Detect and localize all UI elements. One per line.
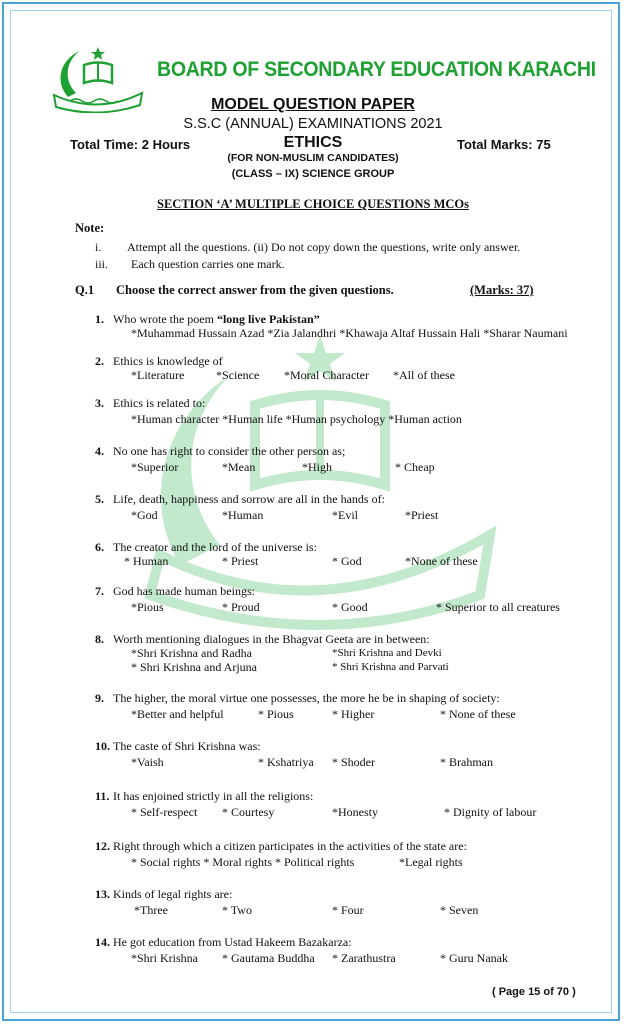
mcq-question: Life, death, happiness and sorrow are all in the hands of: (113, 492, 385, 506)
note-item-text: Attempt all the questions. (ii) Do not copy down the questions, write only answer. (127, 240, 521, 254)
mcq-option: *Pious (131, 600, 164, 614)
mcq-question: He got education from Ustad Hakeem Bazakarza: (113, 935, 352, 949)
mcq-option: * Zarathustra (332, 951, 396, 965)
mcq-option: * Kshatriya (258, 755, 314, 769)
mcq-option: * Social rights * Moral rights * Political rights (131, 855, 355, 869)
mcq-option: *Literature (131, 368, 185, 382)
mcq-question: Who wrote the poem “long live Pakistan” (113, 312, 320, 326)
note-label: Note: (75, 221, 105, 235)
mcq-option: *Better and helpful (131, 707, 224, 721)
section-title: SECTION ‘A’ MULTIPLE CHOICE QUESTIONS MCOs (157, 197, 469, 211)
mcq-option: *Superior (131, 460, 179, 474)
mcq-option: *Priest (405, 508, 439, 522)
mcq-number: 8. (95, 632, 104, 646)
mcq-question: God has made human beings: (113, 584, 255, 598)
mcq-number: 14. (95, 935, 110, 949)
mcq-option: * Good (332, 600, 368, 614)
total-time: Total Time: 2 Hours (70, 137, 191, 152)
mcq-option: * Cheap (395, 460, 435, 474)
mcq-number: 1. (95, 312, 104, 326)
mcq-question: The creator and the lord of the universe is: (113, 540, 317, 554)
mcq-option: * None of these (440, 707, 516, 721)
mcq-question: Ethics is related to: (113, 396, 206, 410)
mcq-option: *Shri Krishna (131, 951, 198, 965)
exam-line: S.S.C (ANNUAL) EXAMINATIONS 2021 (183, 116, 443, 132)
question-marks: (Marks: 37) (470, 283, 534, 297)
mcq-number: 12. (95, 839, 110, 853)
mcq-option: * Self-respect (131, 805, 198, 819)
mcq-number: 7. (95, 584, 104, 598)
mcq-option: *Vaish (131, 755, 164, 769)
mcq-option: *Evil (332, 508, 358, 522)
mcq-question: No one has right to consider the other person as; (113, 444, 346, 458)
mcq-question: Right through which a citizen participates in the activities of the state are: (113, 839, 467, 853)
mcq-number: 5. (95, 492, 104, 506)
mcq-option: *Human (222, 508, 264, 522)
mcq-option: * Superior to all creatures (436, 600, 560, 614)
page-number: ( Page 15 of 70 ) (492, 986, 576, 998)
mcq-question: The caste of Shri Krishna was: (113, 739, 261, 753)
note-item-num: iii. (95, 257, 109, 271)
mcq-option: * Gautama Buddha (222, 951, 315, 965)
mcq-option: *Mean (222, 460, 256, 474)
mcq-number: 13. (95, 887, 110, 901)
mcq-option: * Brahman (440, 755, 493, 769)
mcq-number: 9. (95, 691, 104, 705)
note-item-num: i. (95, 240, 102, 254)
subject-title: ETHICS (283, 134, 343, 151)
mcq-option: * Higher (332, 707, 375, 721)
mcq-option: *Science (216, 368, 260, 382)
mcq-option: * Guru Nanak (440, 951, 508, 965)
mcq-option: *None of these (405, 554, 478, 568)
mcq-option: * Shri Krishna and Arjuna (131, 660, 257, 674)
question-label: Q.1 (75, 283, 95, 297)
mcq-option: * Priest (222, 554, 259, 568)
mcq-option: *Human character *Human life *Human psychology *Human action (131, 412, 462, 426)
mcq-option: * Courtesy (222, 805, 275, 819)
mcq-option: *Muhammad Hussain Azad *Zia Jalandhri *Khawaja Altaf Hussain Hali *Sharar Naumani (131, 326, 568, 340)
mcq-option: * Seven (440, 903, 479, 917)
mcq-question: Worth mentioning dialogues in the Bhagvat Geeta are in between: (113, 632, 430, 646)
mcq-option: * Two (222, 903, 252, 917)
paper-title: MODEL QUESTION PAPER (211, 96, 415, 113)
note-item-text: Each question carries one mark. (131, 257, 285, 271)
mcq-number: 10. (95, 739, 110, 753)
mcq-number: 4. (95, 444, 104, 458)
mcq-question: It has enjoined strictly in all the religions: (113, 789, 314, 803)
mcq-option: *All of these (393, 368, 455, 382)
mcq-option: * God (332, 554, 362, 568)
mcq-number: 3. (95, 396, 104, 410)
mcq-option: *High (302, 460, 332, 474)
board-title: BOARD OF SECONDARY EDUCATION KARACHI (157, 58, 596, 81)
mcq-question: Kinds of legal rights are: (113, 887, 233, 901)
mcq-question: The higher, the moral virtue one possesses, the more he be in shaping of society: (113, 691, 500, 705)
mcq-option: *Honesty (332, 805, 378, 819)
total-marks: Total Marks: 75 (457, 137, 551, 152)
mcq-option: * Four (332, 903, 364, 917)
mcq-option: * Dignity of labour (444, 805, 537, 819)
mcq-option: *God (131, 508, 158, 522)
mcq-number: 2. (95, 354, 104, 368)
mcq-option: * Pious (258, 707, 294, 721)
mcq-option: * Proud (222, 600, 260, 614)
mcq-number: 6. (95, 540, 104, 554)
mcq-option: *Three (134, 903, 168, 917)
mcq-option: *Shri Krishna and Radha (131, 646, 252, 660)
mcq-option: *Shri Krishna and Devki (332, 647, 442, 659)
mcq-question: Ethics is knowledge of (113, 354, 223, 368)
mcq-option: *Moral Character (284, 368, 369, 382)
class-line: (CLASS – IX) SCIENCE GROUP (231, 168, 395, 180)
question-instruction: Choose the correct answer from the given questions. (116, 283, 394, 297)
mcq-option: * Shri Krishna and Parvati (332, 661, 449, 673)
mcq-option: * Human (124, 554, 169, 568)
mcq-option: *Legal rights (399, 855, 463, 869)
candidates-line: (FOR NON-MUSLIM CANDIDATES) (227, 152, 399, 164)
mcq-option: * Shoder (332, 755, 375, 769)
mcq-number: 11. (95, 789, 110, 803)
